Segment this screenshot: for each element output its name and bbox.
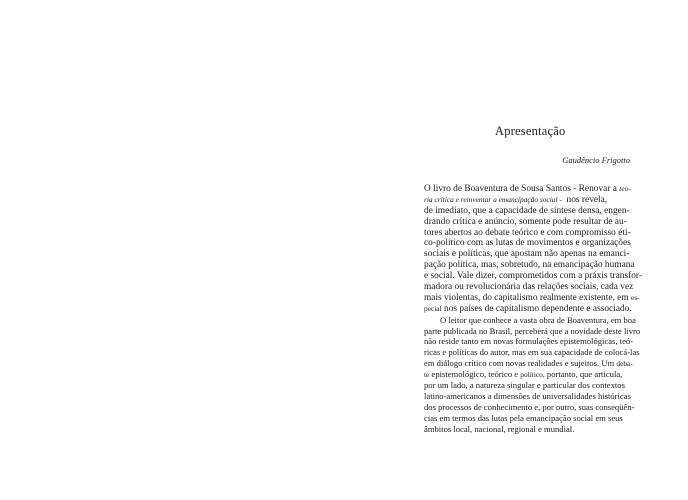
text-line: e social. Vale dizer, comprometidos com a práxis transfor- (424, 271, 642, 282)
text-span: te (424, 370, 430, 380)
text-line: não reside tanto em novas formulações epistemológicas, teó- (424, 336, 634, 347)
text-line: pação política, mas, sobretudo, na emancipação humana (424, 260, 635, 271)
text-line: cias em termos das lutas pela emancipação social em seus (424, 412, 623, 423)
text-span: em diálogo crítico com novas realidades e sujeitos. Um (424, 358, 615, 369)
text-span: O livro de Boaventura de Sousa Santos - Renovar a (424, 184, 617, 194)
text-line: tores abertos ao debate teórico e com compromisso éti- (424, 227, 631, 238)
text-line: âmbitos local, nacional, regional e mundial. (424, 423, 575, 434)
text-line (424, 304, 634, 315)
text-line: por um lado, a natureza singular e particular dos contextos (424, 380, 625, 391)
text-line (424, 369, 634, 380)
text-line: O leitor que conhece a vasta obra de Boaventura, em boa (440, 314, 636, 325)
author-name: Gaudêncio Frigotto (562, 155, 630, 165)
text-span: portanto, que articula, (546, 369, 623, 380)
text-span: epistemológico, teórico e (431, 369, 519, 380)
text-span: deba- (616, 359, 633, 369)
text-span: pecial (424, 303, 442, 313)
text-line: madora ou revolucionária das relações sociais, cada vez (424, 282, 634, 293)
text-line: co-político com as lutas de movimentos e organizações (424, 238, 631, 249)
text-span: mais violentas, do capitalismo realmente existente, em (424, 292, 629, 303)
text-line: de imediato, que a capacidade de síntese densa, engen- (424, 205, 630, 216)
italic-text: ria crítica e reinventar a emancipação social - (424, 194, 562, 204)
body-text (424, 184, 642, 434)
text-line (424, 358, 634, 369)
italic-text: teo- (619, 184, 631, 193)
text-span: nos revela, (566, 194, 608, 205)
text-line: sociais e políticas, que apostam não apenas na emanci- (424, 249, 630, 260)
text-span: nos países de capitalismo dependente e associado. (444, 303, 632, 314)
text-line (424, 184, 634, 195)
text-span: político, (520, 370, 545, 380)
text-line: parte publicada no Brasil, perceberá que a novidade deste livro (424, 325, 641, 336)
text-line (424, 195, 634, 206)
text-line: ricas e políticas do autor, mas em sua capacidade de colocá-las (424, 347, 640, 358)
text-line: dos processos de conhecimento e, por outro, suas conseqüên- (424, 401, 635, 412)
text-line: latino-americanos a dimensões de universalidades históricas (424, 390, 631, 401)
text-line: drando crítica e anúncio, somente pode resultar de au- (424, 216, 627, 227)
text-span: es- (630, 292, 640, 302)
chapter-heading: Apresentação (495, 124, 566, 138)
text-line (424, 292, 640, 304)
